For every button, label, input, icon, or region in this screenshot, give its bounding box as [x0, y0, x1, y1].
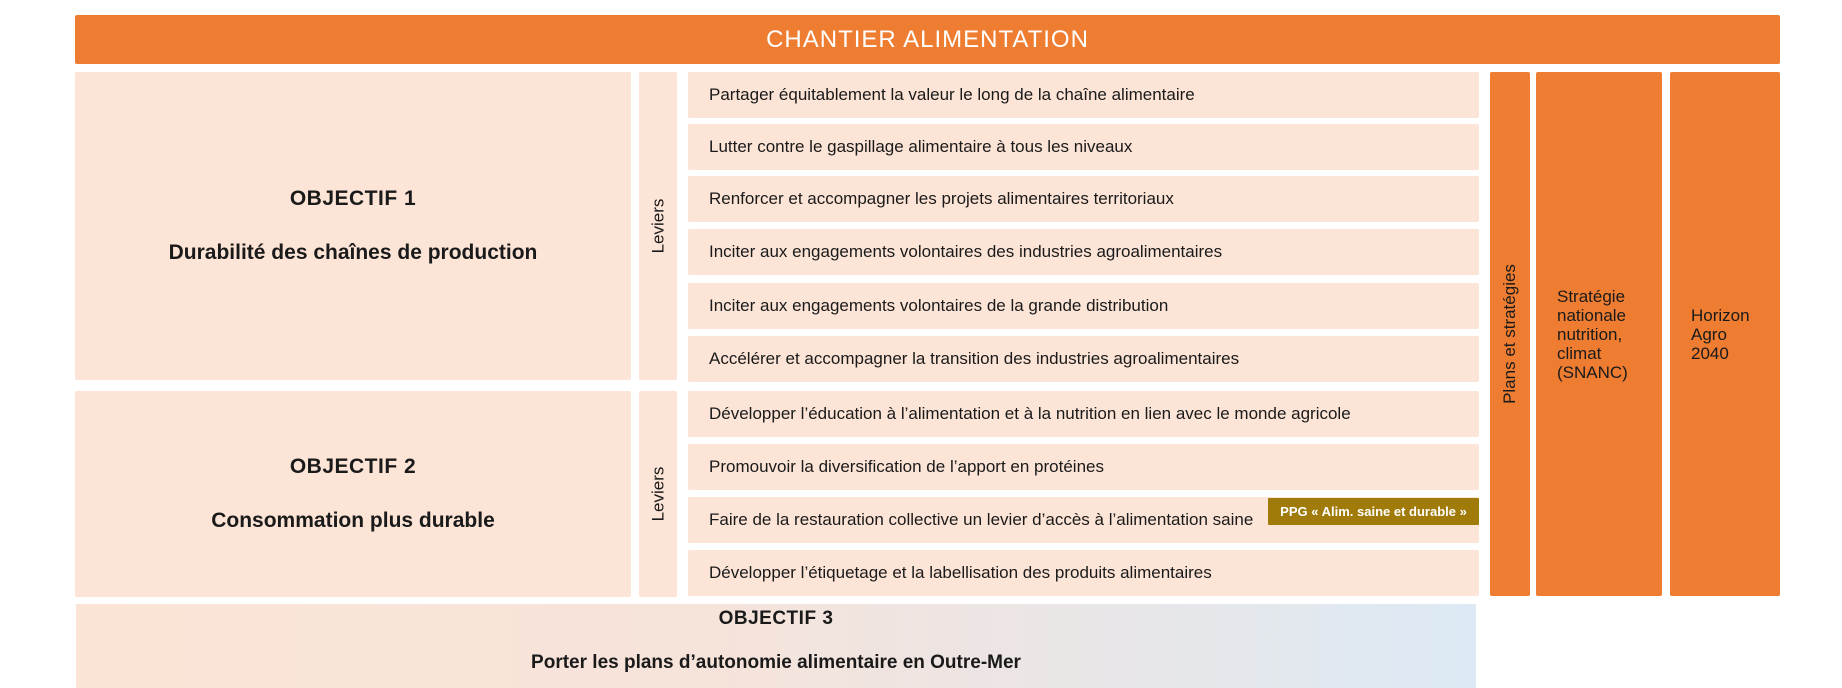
objectif1-leviers [639, 72, 677, 380]
levier-text: Renforcer et accompagner les projets alimentaires territoriaux [709, 189, 1174, 208]
levier-text: Développer l’étiquetage et la labellisation des produits alimentaires [709, 563, 1212, 582]
levier-text: Promouvoir la diversification de l’apport en protéines [709, 457, 1104, 476]
horizon-text: Horizon Agro 2040 [1691, 305, 1750, 363]
levier-row [688, 176, 1479, 222]
levier-text: Partager équitablement la valeur le long de la chaîne alimentaire [709, 85, 1195, 104]
levier-text: Lutter contre le gaspillage alimentaire à tous les niveaux [709, 137, 1133, 156]
objectif3-title: OBJECTIF 3 [718, 608, 834, 629]
objectif1-box [75, 72, 631, 380]
chantier-banner: CHANTIER ALIMENTATION [75, 15, 1780, 64]
levier-row [688, 336, 1479, 382]
objectif2-leviers [639, 391, 677, 597]
levier-text: Faire de la restauration collective un levier d’accès à l’alimentation saine [709, 510, 1254, 529]
levier-text: Développer l’éducation à l’alimentation et à la nutrition en lien avec le monde agricole [709, 404, 1351, 423]
objectif3-box [76, 604, 1476, 688]
objectif3-subtitle: Porter les plans d’autonomie alimentaire en Outre-Mer [531, 652, 1021, 673]
levier-text: Accélérer et accompagner la transition des industries agroalimentaires [709, 349, 1240, 368]
plans-strategies-column [1490, 72, 1530, 596]
objectif1-title: OBJECTIF 1 [289, 187, 417, 210]
objectif1-leviers-label: Leviers [648, 198, 667, 254]
snanc-box [1536, 72, 1662, 596]
levier-row [688, 229, 1479, 275]
levier-row [688, 72, 1479, 118]
objectif2-title: OBJECTIF 2 [289, 455, 417, 478]
objectif2-leviers-label: Leviers [648, 466, 667, 522]
objectif2-subtitle: Consommation plus durable [211, 509, 495, 532]
horizon-box [1670, 72, 1780, 596]
snanc-text: Stratégie nationale nutrition, climat (SNANC) [1557, 286, 1628, 382]
levier-row [688, 550, 1479, 596]
levier-row [688, 444, 1479, 490]
objectif2-box [75, 391, 631, 597]
ppg-badge: PPG « Alim. saine et durable » [1268, 498, 1479, 525]
levier-row [688, 391, 1479, 437]
levier-row [688, 283, 1479, 329]
levier-text: Inciter aux engagements volontaires des industries agroalimentaires [709, 242, 1223, 261]
levier-row [688, 124, 1479, 170]
levier-text: Inciter aux engagements volontaires de la grande distribution [709, 296, 1169, 315]
plans-strategies-label: Plans et stratégies [1500, 264, 1520, 404]
objectif1-subtitle: Durabilité des chaînes de production [168, 241, 538, 264]
